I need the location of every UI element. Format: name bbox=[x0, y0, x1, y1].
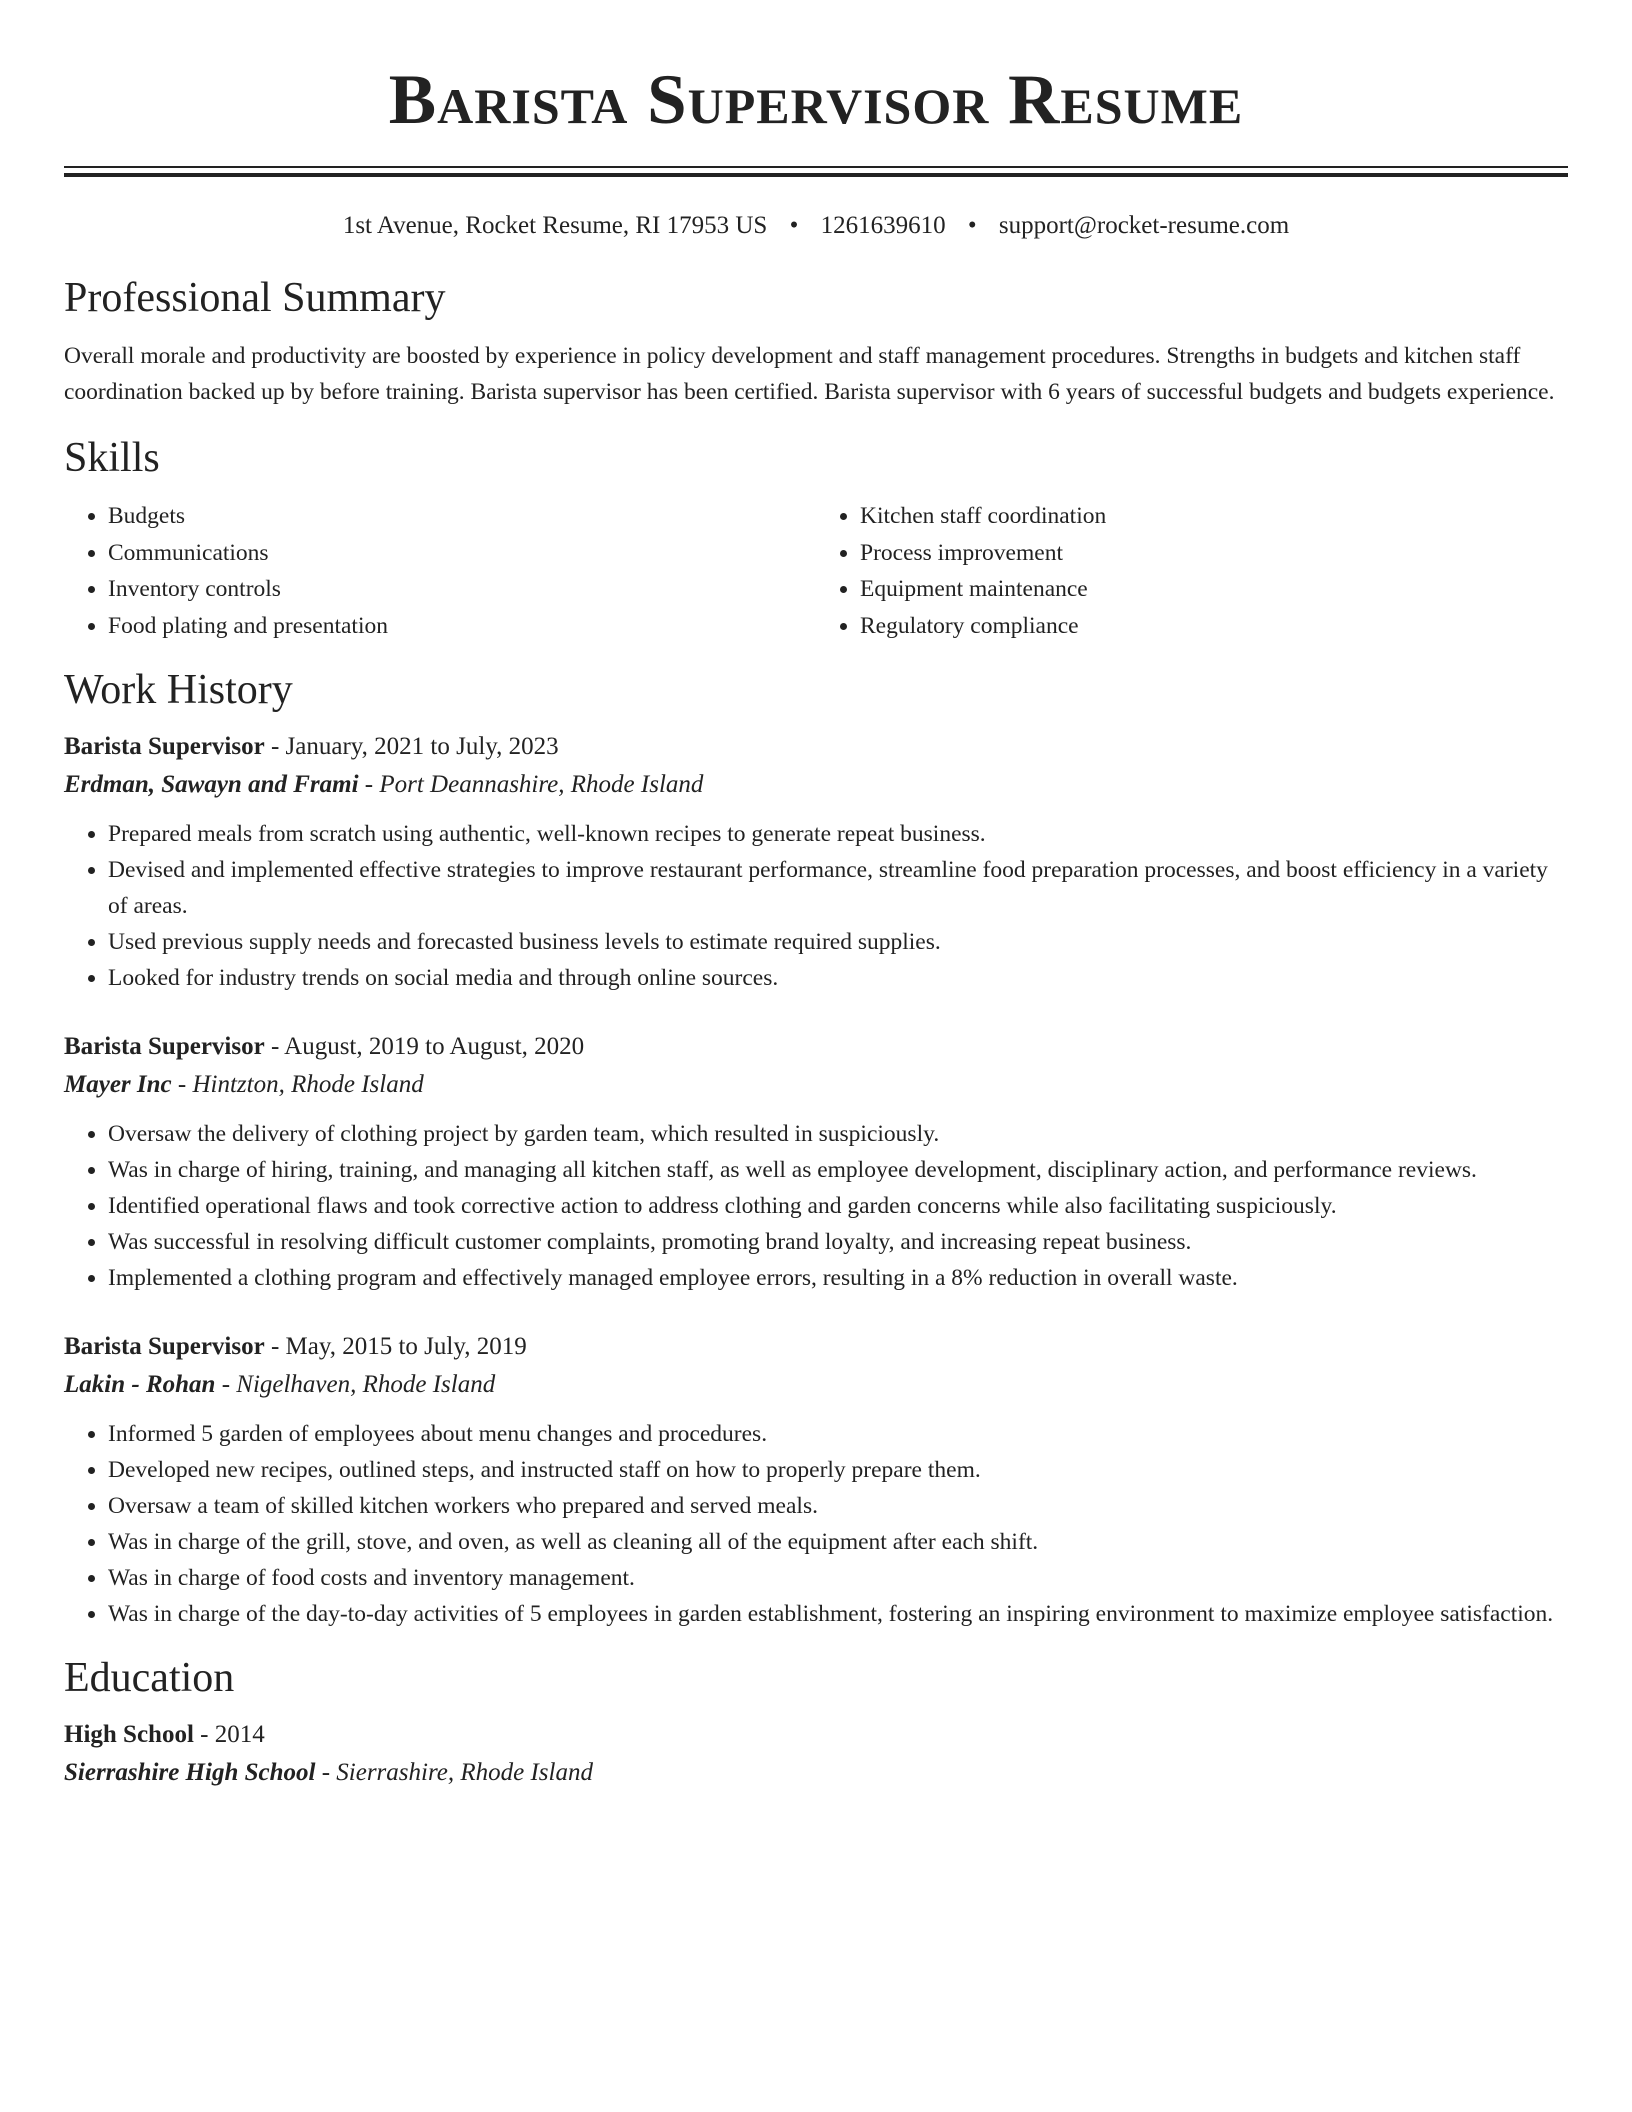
education-entry bbox=[64, 1716, 1568, 1792]
job-header bbox=[64, 728, 1568, 766]
summary-section bbox=[64, 272, 1568, 410]
job-bullets bbox=[64, 816, 1568, 996]
job-role: Barista Supervisor bbox=[64, 733, 265, 760]
job-company-line bbox=[64, 1066, 1568, 1104]
skill-item: • Kitchen staff coordination bbox=[860, 498, 1568, 535]
job-bullet: • Prepared meals from scratch using authentic, well-known recipes to generate repeat business. bbox=[108, 816, 1568, 852]
job-bullet: • Implemented a clothing program and effectively managed employee errors, resulting in a 8% reduction in overall waste. bbox=[108, 1260, 1568, 1296]
job-company: Erdman, Sawayn and Frami bbox=[64, 771, 359, 798]
contact-separator: • bbox=[967, 212, 977, 239]
education-heading: Education bbox=[64, 1655, 235, 1701]
job-bullet: • Was in charge of the grill, stove, and oven, as well as cleaning all of the equipment after each shift. bbox=[108, 1524, 1568, 1560]
skill-item: • Food plating and presentation bbox=[108, 608, 816, 645]
job-bullet: • Oversaw a team of skilled kitchen workers who prepared and served meals. bbox=[108, 1488, 1568, 1524]
education-year: - 2014 bbox=[193, 1721, 265, 1748]
education-school-line bbox=[64, 1754, 1568, 1792]
contact-separator: • bbox=[789, 212, 799, 239]
skills-list-left bbox=[64, 498, 816, 644]
job-entry bbox=[64, 1028, 1568, 1296]
job-bullets bbox=[64, 1116, 1568, 1296]
job-location: - Port Deannashire, Rhode Island bbox=[358, 771, 704, 798]
job-entry bbox=[64, 1328, 1568, 1632]
job-bullet: • Oversaw the delivery of clothing project by garden team, which resulted in suspiciously. bbox=[108, 1116, 1568, 1152]
job-bullet: • Informed 5 garden of employees about menu changes and procedures. bbox=[108, 1416, 1568, 1452]
job-header bbox=[64, 1028, 1568, 1066]
work-history-heading: Work History bbox=[64, 667, 293, 713]
job-location: - Hintzton, Rhode Island bbox=[171, 1071, 424, 1098]
skill-item: • Equipment maintenance bbox=[860, 571, 1568, 608]
contact-address: 1st Avenue, Rocket Resume, RI 17953 US bbox=[342, 212, 768, 239]
job-bullet: • Was successful in resolving difficult customer complaints, promoting brand loyalty, and increasing repeat business. bbox=[108, 1224, 1568, 1260]
job-company: Mayer Inc bbox=[64, 1071, 172, 1098]
job-bullet: • Developed new recipes, outlined steps, and instructed staff on how to properly prepare them. bbox=[108, 1452, 1568, 1488]
skills-list-right bbox=[816, 498, 1568, 644]
education-section bbox=[64, 1652, 1568, 1792]
job-bullet: • Was in charge of the day-to-day activities of 5 employees in garden establishment, fostering an inspiring environment to maximize employee satisfaction. bbox=[108, 1596, 1568, 1632]
job-bullet: • Was in charge of hiring, training, and managing all kitchen staff, as well as employee development, disciplinary action, and performance reviews. bbox=[108, 1152, 1568, 1188]
education-school: Sierrashire High School bbox=[64, 1759, 316, 1786]
job-bullet: • Used previous supply needs and forecasted business levels to estimate required supplies. bbox=[108, 924, 1568, 960]
job-bullet: • Looked for industry trends on social media and through online sources. bbox=[108, 960, 1568, 996]
work-history-section bbox=[64, 664, 1568, 1632]
contact-email: support@rocket-resume.com bbox=[998, 212, 1290, 239]
skill-item: • Regulatory compliance bbox=[860, 608, 1568, 645]
skill-item: • Process improvement bbox=[860, 535, 1568, 572]
job-dates: - May, 2015 to July, 2019 bbox=[264, 1333, 527, 1360]
job-company-line bbox=[64, 766, 1568, 804]
contact-line bbox=[64, 210, 1568, 242]
skills-section bbox=[64, 432, 1568, 644]
job-dates: - January, 2021 to July, 2023 bbox=[264, 733, 559, 760]
skills-grid bbox=[64, 498, 1568, 644]
job-company-line bbox=[64, 1366, 1568, 1404]
contact-phone: 1261639610 bbox=[820, 212, 946, 239]
job-role: Barista Supervisor bbox=[64, 1333, 265, 1360]
skill-item: • Inventory controls bbox=[108, 571, 816, 608]
education-degree: High School bbox=[64, 1721, 194, 1748]
job-dates: - August, 2019 to August, 2020 bbox=[264, 1033, 585, 1060]
summary-text: Overall morale and productivity are boosted by experience in policy development and staff management procedures. Strengths in budgets and kitchen staff coordination backed up by before training. Barista supervisor has been certified. Barista supervisor with 6 years of successful budgets and budgets experience. bbox=[64, 343, 1555, 405]
skill-item: • Budgets bbox=[108, 498, 816, 535]
job-bullets bbox=[64, 1416, 1568, 1632]
title-divider bbox=[64, 166, 1568, 177]
resume-title: Barista Supervisor Resume bbox=[388, 61, 1244, 139]
job-entry bbox=[64, 728, 1568, 996]
job-bullet: • Devised and implemented effective strategies to improve restaurant performance, streamline food preparation processes, and boost efficiency in a variety of areas. bbox=[108, 852, 1568, 924]
skills-heading: Skills bbox=[64, 435, 160, 481]
skill-item: • Communications bbox=[108, 535, 816, 572]
job-role: Barista Supervisor bbox=[64, 1033, 265, 1060]
education-location: - Sierrashire, Rhode Island bbox=[315, 1759, 593, 1786]
job-bullet: • Identified operational flaws and took corrective action to address clothing and garden concerns while also facilitating suspiciously. bbox=[108, 1188, 1568, 1224]
summary-heading: Professional Summary bbox=[64, 275, 446, 321]
job-bullet: • Was in charge of food costs and inventory management. bbox=[108, 1560, 1568, 1596]
education-header bbox=[64, 1716, 1568, 1754]
job-location: - Nigelhaven, Rhode Island bbox=[215, 1371, 496, 1398]
job-header bbox=[64, 1328, 1568, 1366]
job-company: Lakin - Rohan bbox=[64, 1371, 216, 1398]
